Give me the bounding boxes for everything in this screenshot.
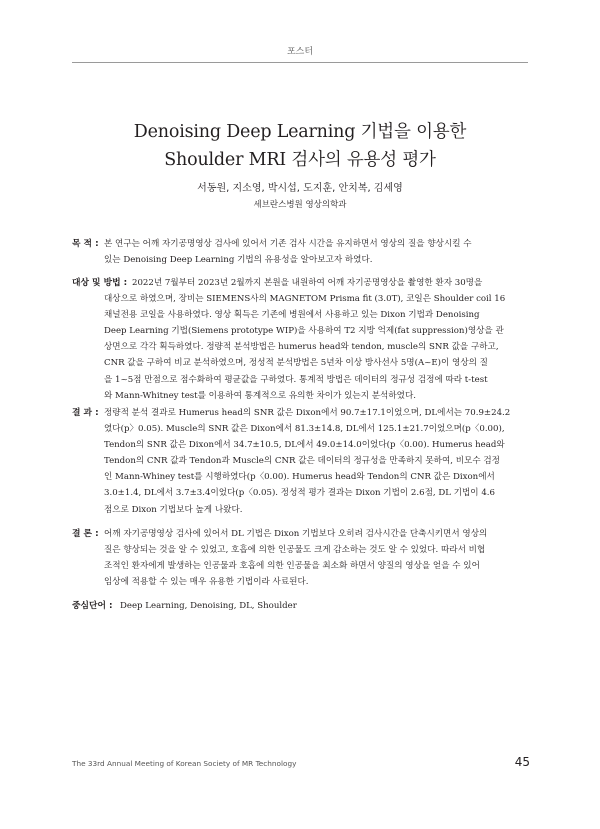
text-line: Tendon의 SNR 값은 Dixon에서 34.7±10.5, DL에서 49.0±14.0이었다(p〈0.00). Humerus head와	[104, 440, 505, 451]
affiliation: 세브란스병원 영상의학과	[253, 200, 347, 210]
text-line: 대상으로 하였으며, 장비는 SIEMENS사의 MAGNETOM Prisma fit (3.0T), 코일은 Shoulder coil 16	[104, 294, 506, 305]
section-results-body	[104, 405, 530, 518]
section-keywords-label: 중심단어 :	[72, 601, 113, 611]
text-line: Deep Learning 기법(Siemens prototype WIP)을 사용하여 T2 지방 억제(fat suppression)영상을 관	[104, 326, 504, 337]
paper-title-line-1: Denoising Deep Learning 기법을 이용한	[133, 122, 467, 142]
section-results	[72, 405, 530, 518]
section-keywords-body	[120, 598, 530, 614]
keywords-text: Deep Learning, Denoising, DL, Shoulder	[120, 601, 297, 611]
paper-title-line-2: Shoulder MRI 검사의 유용성 평가	[164, 150, 436, 170]
text-line: 조적인 환자에게 발생하는 인공물과 호흡에 의한 인공물을 최소화 하면서 양질의 영상을 얻을 수 있어	[104, 561, 480, 572]
page-number: 45	[514, 755, 530, 769]
section-purpose-body	[104, 236, 530, 268]
section-conclusion-label: 결 론 :	[72, 529, 99, 539]
header-divider	[72, 62, 528, 63]
text-line: 정량적 분석 결과로 Humerus head의 SNR 값은 Dixon에서 90.7±17.1이었으며, DL에서는 70.9±24.2	[104, 408, 511, 418]
text-line: 어깨 자기공명영상 검사에 있어서 DL 기법은 Dixon 기법보다 오히려 검사시간을 단축시키면서 영상의	[104, 529, 488, 539]
text-line: 채널전용 코일을 사용하였다. 영상 획득은 기존에 병원에서 사용하고 있는 Dixon 기법과 Denoising	[104, 310, 480, 321]
text-line: 와 Mann-Whitney test를 이용하여 통계적으로 유의한 차이가 있는지 분석하였다.	[104, 390, 416, 401]
text-line: 있는 Denoising Deep Learning 기법의 유용성을 알아보고자 하였다.	[104, 255, 373, 266]
text-line: 을 1~5점 만점으로 점수화하여 평균값을 구하였다. 통계적 방법은 데이터의 정규성 검정에 따라 t-test	[104, 374, 488, 385]
section-conclusion-body	[104, 526, 530, 590]
text-line: 임상에 적용할 수 있는 매우 유용한 기법이라 사료된다.	[104, 577, 309, 588]
running-header: 포스터	[286, 47, 314, 57]
text-line: CNR 값을 구하여 비교 분석하였으며, 정성적 분석방법은 5년차 이상 방사선사 5명(A~E)이 영상의 질	[104, 358, 488, 369]
author-list: 서동원, 지소영, 박시섭, 도지훈, 안치복, 김세영	[197, 183, 403, 194]
text-line: 질은 향상되는 것을 알 수 있었고, 호흡에 의한 인공물도 크게 감소하는 것도 알 수 있었다. 따라서 비협	[104, 545, 486, 556]
text-line: 3.0±1.4, DL에서 3.7±3.4이었다(p〈0.05). 정성적 평가 결과는 Dixon 기법이 2.6점, DL 기법이 4.6	[104, 488, 496, 499]
section-methods	[72, 275, 530, 404]
section-methods-label: 대상 및 방법 :	[72, 278, 128, 288]
section-purpose	[72, 236, 530, 268]
text-line: 였다(p〉0.05). Muscle의 SNR 값은 Dixon에서 81.3±14.8, DL에서 125.1±21.7이었으며(p〈0.00),	[104, 424, 505, 435]
text-line: 본 연구는 어깨 자기공명영상 검사에 있어서 기존 검사 시간을 유지하면서 영상의 질을 향상시킬 수	[104, 239, 472, 249]
section-keywords	[72, 598, 530, 614]
text-line: 점으로 Dixon 기법보다 높게 나왔다.	[104, 504, 243, 515]
text-line: 2022년 7월부터 2023년 2월까지 본원을 내원하여 어깨 자기공명영상을 촬영한 환자 30명을	[132, 278, 483, 288]
text-line: 인 Mann-Whiney test를 시행하였다(p〈0.00). Humerus head와 Tendon의 CNR 값은 Dixon에서	[104, 472, 495, 483]
footer-conference: The 33rd Annual Meeting of Korean Society of MR Technology	[72, 759, 297, 768]
section-conclusion	[72, 526, 530, 590]
text-line: 상면으로 각각 획득하였다. 정량적 분석방법은 humerus head와 tendon, muscle의 SNR 값을 구하고,	[104, 342, 499, 353]
paper-title	[0, 118, 600, 174]
section-methods-body	[104, 275, 530, 404]
section-purpose-label: 목 적 :	[72, 239, 99, 249]
section-results-label: 결 과 :	[72, 408, 99, 418]
text-line: Tendon의 CNR 값과 Tendon과 Muscle의 CNR 값은 데이터의 정규성을 만족하지 못하여, 비모수 검정	[104, 456, 500, 467]
